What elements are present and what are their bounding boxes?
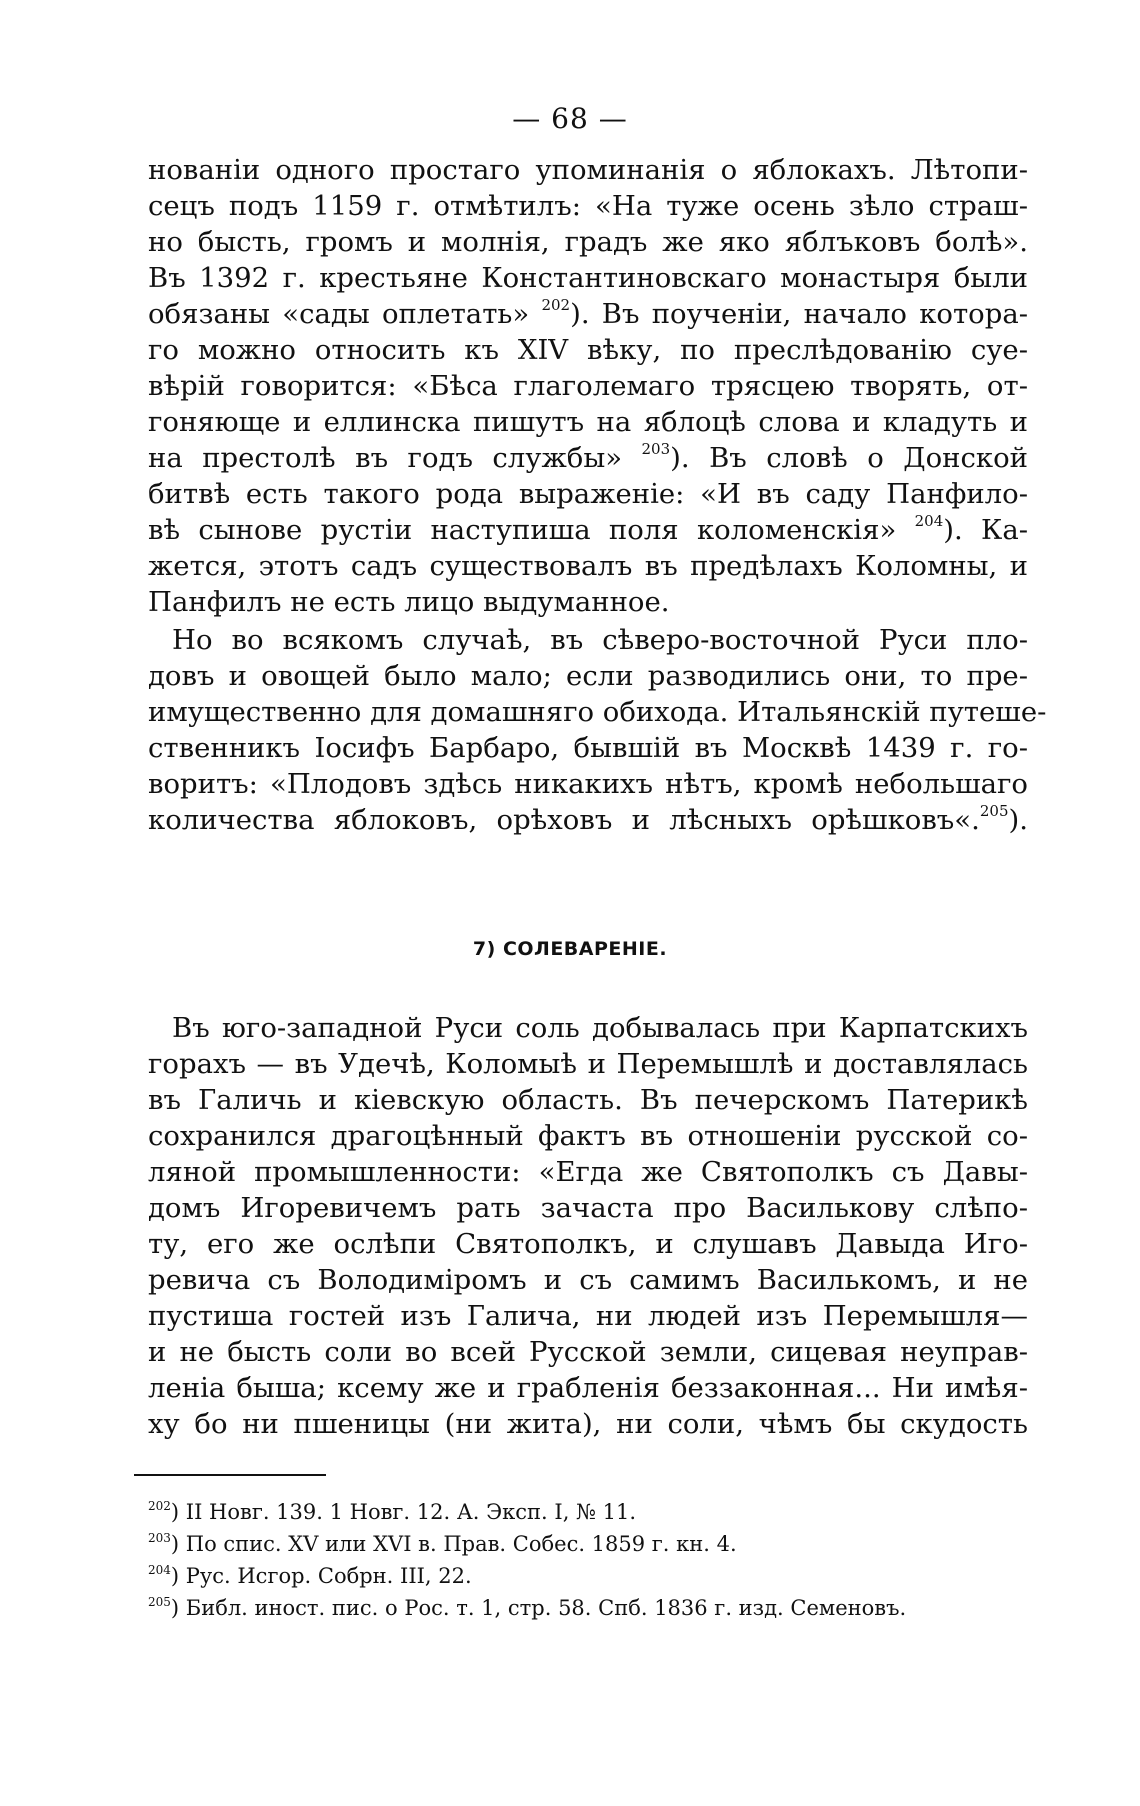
footnote-number: 205: [148, 1595, 171, 1609]
text-line: [148, 802, 1028, 838]
text-line: Панфилъ не есть лицо выдуманное.: [148, 586, 670, 618]
text-line: Въ 1392 г. крестьяне Константиновскаго монастыря были: [148, 262, 1028, 294]
text-segment: количества яблоковъ, орѣховъ и лѣсныхъ орѣшковъ«.: [148, 804, 980, 836]
footnote-ref: 205: [979, 802, 1009, 820]
footnote: [148, 1530, 737, 1558]
text-line: но бысть, громъ и молнія, градъ же яко яблъковъ болѣ».: [148, 226, 1028, 258]
text-segment: ). Въ словѣ о Донской: [670, 442, 1028, 474]
text-segment: ). Ка-: [943, 514, 1029, 546]
text-segment: вѣ сынове рустіи наступиша поля коломенскія»: [148, 514, 897, 546]
footnote: [148, 1594, 906, 1622]
text-line: ту, его же ослѣпи Святополкъ, и слушавъ Давыда Иго-: [148, 1228, 1028, 1260]
footnote-number: 204: [148, 1563, 171, 1577]
text-line: [148, 512, 1028, 548]
page-number: — 68 —: [512, 102, 628, 135]
text-segment: на престолѣ въ годъ службы»: [148, 442, 623, 474]
footnote-ref: 204: [914, 512, 944, 530]
footnote-text: ) II Новг. 139. 1 Новг. 12. А. Эксп. I, № 11.: [170, 1500, 636, 1524]
text-line: и не бысть соли во всей Русской земли, сицевая неуправ-: [148, 1336, 1028, 1368]
footnote-text: ) Рус. Исгор. Собрн. III, 22.: [170, 1564, 472, 1588]
text-line: имущественно для домашняго обихода. Итальянскій путеше-: [148, 696, 1047, 728]
footnote-number: 202: [148, 1499, 171, 1513]
text-line: въ Галичь и кіевскую область. Въ печерскомъ Патерикѣ: [148, 1084, 1028, 1116]
text-line: го можно относить къ XIV вѣку, по преслѣдованію суе-: [148, 334, 1028, 366]
text-segment: ).: [1008, 804, 1028, 836]
text-line: Но во всякомъ случаѣ, въ сѣверо-восточной Руси пло-: [172, 624, 1028, 656]
text-line: домъ Игоревичемъ рать зачаста про Василькову слѣпо-: [148, 1192, 1028, 1224]
text-line: битвѣ есть такого рода выраженіе: «И въ саду Панфило-: [148, 478, 1028, 510]
footnote-number: 203: [148, 1531, 171, 1545]
footnote: [148, 1562, 472, 1590]
text-line: ревича съ Володиміромъ и съ самимъ Василькомъ, и не: [148, 1264, 1028, 1296]
footnote: [148, 1498, 636, 1526]
text-line: [148, 296, 1028, 332]
text-line: горахъ — въ Удечѣ, Коломыѣ и Перемышлѣ и доставлялась: [148, 1048, 1028, 1080]
footnote-text: ) Библ. иност. пис. о Рос. т. 1, стр. 58. Спб. 1836 г. изд. Семеновъ.: [170, 1596, 907, 1620]
text-line: сецъ подъ 1159 г. отмѣтилъ: «На туже осень зѣло страш-: [148, 190, 1028, 222]
text-line: ху бо ни пшеницы (ни жита), ни соли, чѣмъ бы скудость: [148, 1408, 1028, 1440]
footnote-divider: [134, 1474, 326, 1476]
text-line: леніа быша; ксему же и грабленія беззаконная... Ни имѣя-: [148, 1372, 1028, 1404]
text-line: ляной промышленности: «Егда же Святополкъ съ Давы-: [148, 1156, 1028, 1188]
footnote-text: ) По спис. XV или XVI в. Прав. Собес. 1859 г. кн. 4.: [170, 1532, 737, 1556]
footnote-ref: 202: [541, 296, 571, 314]
text-line: жется, этотъ садъ существовалъ въ предѣлахъ Коломны, и: [148, 550, 1028, 582]
text-line: нованіи одного простаго упоминанія о яблокахъ. Лѣтопи-: [148, 154, 1028, 186]
text-line: Въ юго-западной Руси соль добывалась при Карпатскихъ: [172, 1012, 1028, 1044]
text-line: [148, 440, 1028, 476]
text-segment: ). Въ поученіи, начало котора-: [570, 298, 1029, 330]
section-heading: 7) СОЛЕВАРЕНІЕ.: [472, 938, 668, 960]
text-line: сохранился драгоцѣнный фактъ въ отношеніи русской со-: [148, 1120, 1028, 1152]
footnote-ref: 203: [641, 440, 671, 458]
text-line: гоняюще и еллинска пишутъ на яблоцѣ слова и кладуть и: [148, 406, 1028, 438]
text-line: довъ и овощей было мало; если разводились они, то пре-: [148, 660, 1028, 692]
text-line: ственникъ Іосифъ Барбаро, бывшій въ Москвѣ 1439 г. го-: [148, 732, 1028, 764]
text-line: вѣрій говорится: «Бѣса глаголемаго трясцею творять, от-: [148, 370, 1028, 402]
text-line: воритъ: «Плодовъ здѣсь никакихъ нѣтъ, кромѣ небольшаго: [148, 768, 1028, 800]
text-segment: обязаны «сады оплетать»: [148, 298, 530, 330]
text-line: пустиша гостей изъ Галича, ни людей изъ Перемышля—: [148, 1300, 1028, 1332]
